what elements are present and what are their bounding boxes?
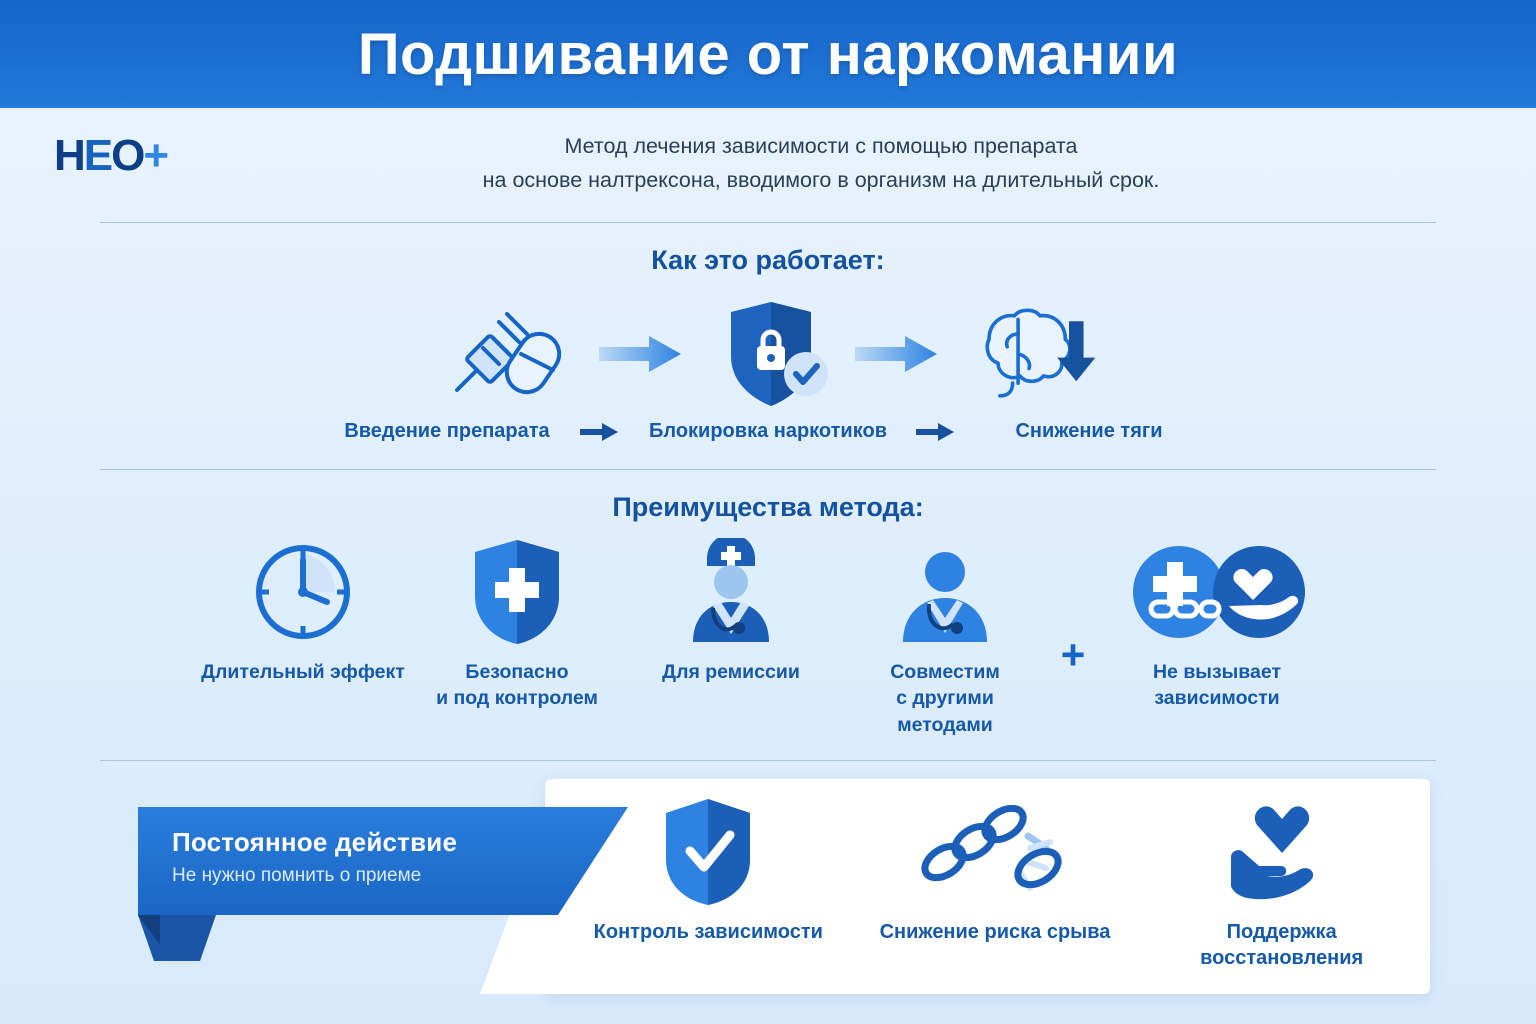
intro-row — [0, 108, 1536, 208]
how-it-works-title: Как это работает: — [651, 245, 885, 275]
intro-line-1: Метод лечения зависимости с помощью препарата — [564, 134, 1078, 158]
benefit-item-no-addiction — [1097, 539, 1337, 712]
arrow-right-icon — [597, 334, 683, 374]
divider-middle — [100, 469, 1436, 470]
benefit-label-5: Не вызывает зависимости — [1152, 661, 1282, 710]
bottom-item-support — [1147, 795, 1417, 971]
logo-letter-e: Е — [83, 131, 112, 180]
arrow-right-small-icon — [577, 422, 623, 442]
how-step-label-2: Блокировка наркотиков — [649, 420, 887, 442]
arrow-right-small-icon-2 — [913, 422, 959, 442]
bottom-card-items — [565, 795, 1425, 995]
doctor-stethoscope-icon — [889, 539, 1001, 645]
logo-plus-icon: + — [143, 131, 168, 180]
intro-line-2: на основе налтрексона, вводимого в организм на длительный срок. — [482, 167, 1160, 192]
how-it-works-icons — [0, 294, 1536, 414]
bottom-item-relapse — [860, 795, 1130, 945]
how-step-label-1: Введение препарата — [344, 420, 550, 442]
how-step-label-3: Снижение тяги — [1015, 420, 1163, 442]
breaking-chain-icon — [910, 795, 1080, 907]
arrow-right-icon-2 — [853, 334, 939, 374]
benefit-item-safe — [413, 539, 621, 712]
how-it-works-labels — [0, 420, 1536, 443]
poster-header — [0, 0, 1536, 108]
intro-description — [236, 130, 1436, 198]
benefit-item-long-effect — [199, 539, 407, 685]
shield-lock-icon — [693, 297, 843, 412]
bottom-item-label-3: Поддержка восстановления — [1200, 920, 1364, 969]
benefit-item-remission — [627, 539, 835, 685]
divider-top — [100, 222, 1436, 223]
hand-heart-icon — [1207, 795, 1357, 907]
logo-letter-n: Н — [54, 131, 84, 180]
divider-bottom — [100, 760, 1436, 761]
bottom-item-label-2: Снижение риска срыва — [879, 920, 1111, 943]
bottom-item-label-1: Контроль зависимости — [593, 920, 823, 943]
clock-icon — [251, 539, 355, 645]
ribbon-subtitle: Не нужно помнить о приеме — [172, 864, 422, 886]
bottom-panel — [0, 779, 1536, 1024]
ribbon-banner — [138, 807, 628, 915]
plus-separator-icon: + — [1060, 631, 1086, 679]
benefit-item-compatible — [841, 539, 1049, 738]
benefit-label-3: Для ремиссии — [662, 661, 800, 683]
benefit-label-2: Безопасно и под контролем — [436, 661, 598, 710]
benefits-title: Преимущества метода: — [612, 492, 924, 522]
logo-letter-o: О — [111, 131, 144, 180]
shield-check-icon — [652, 795, 764, 907]
benefits-list — [0, 539, 1536, 738]
ribbon-title: Постоянное действие — [172, 826, 458, 857]
shield-cross-icon — [465, 539, 569, 645]
benefit-label-1: Длительный эффект — [201, 661, 405, 683]
page-title: Подшивание от наркомании — [357, 21, 1179, 87]
doctor-nurse-icon — [673, 539, 789, 645]
ribbon-text — [172, 827, 457, 887]
brand-logo — [46, 130, 236, 178]
syringe-pill-icon — [437, 297, 587, 412]
brain-down-arrow-icon — [949, 297, 1099, 412]
broken-chain-heart-icon — [1117, 539, 1317, 645]
benefit-label-4: Совместим с другими методами — [890, 661, 1000, 736]
